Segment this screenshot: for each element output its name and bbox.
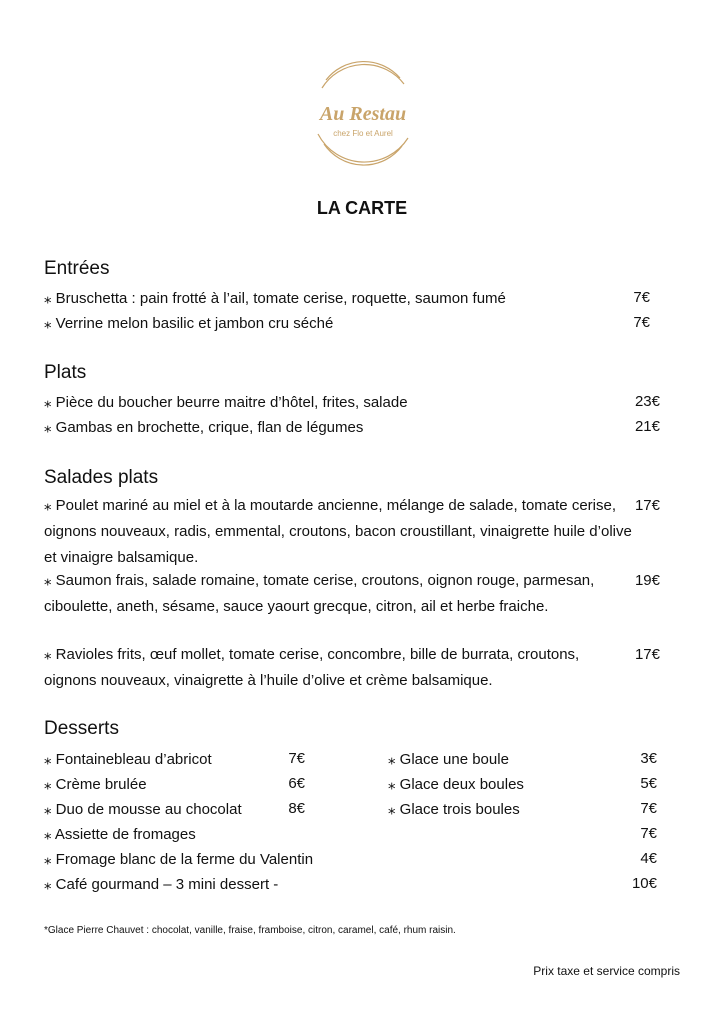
section-title-desserts: Desserts xyxy=(44,718,119,739)
section-title-entrees: Entrées xyxy=(44,258,110,279)
menu-item-price: 21€ xyxy=(634,418,660,435)
section-title-salades: Salades plats xyxy=(44,467,159,488)
menu-item: ⁎ Poulet mariné au miel et à la moutarde ancienne, mélange de salade, tomate cerise, oignons nouveaux, radis, emmental, croutons, bacon croustillant, vinaigrette huile d’olive et vinaigre balsamique. xyxy=(44,497,632,566)
dessert-item: ⁎ Duo de mousse au chocolat xyxy=(44,801,242,818)
menu-item-price: 7€ xyxy=(633,289,650,306)
dessert-price: 7€ xyxy=(640,825,657,842)
menu-item: ⁎ Bruschetta : pain frotté à l’ail, tomate cerise, roquette, saumon fumé xyxy=(44,290,506,307)
menu-item: ⁎ Pièce du boucher beurre maitre d’hôtel, frites, salade xyxy=(44,394,408,411)
menu-item-price: 19€ xyxy=(634,572,660,589)
dessert-item: ⁎ Glace deux boules xyxy=(388,776,524,793)
price-note: Prix taxe et service compris xyxy=(533,964,680,978)
dessert-price: 7€ xyxy=(288,750,305,767)
dessert-item: ⁎ Fromage blanc de la ferme du Valentin xyxy=(44,851,314,868)
dessert-item: ⁎ Assiette de fromages xyxy=(44,826,196,843)
dessert-item: ⁎ Glace trois boules xyxy=(388,801,520,818)
dessert-item: ⁎ Glace une boule xyxy=(388,751,509,768)
menu-item: ⁎ Ravioles frits, œuf mollet, tomate cerise, concombre, bille de burrata, croutons, oignons nouveaux, vinaigrette à l’huile d’olive et crème balsamique. xyxy=(44,646,580,689)
menu-item-price: 17€ xyxy=(634,646,660,663)
logo-name: Au Restau xyxy=(319,103,407,125)
menu-item: ⁎ Saumon frais, salade romaine, tomate cerise, croutons, oignon rouge, parmesan, ciboulette, aneth, sésame, sauce yaourt grecque, citron, ail et herbe fraiche. xyxy=(44,572,595,615)
menu-item-price: 23€ xyxy=(634,393,660,410)
page-title: LA CARTE xyxy=(316,198,408,218)
dessert-price: 3€ xyxy=(640,750,657,767)
section-title-plats: Plats xyxy=(44,362,87,383)
logo-circle-icon xyxy=(302,50,424,180)
menu-item: ⁎ Verrine melon basilic et jambon cru séché xyxy=(44,315,334,332)
dessert-price: 10€ xyxy=(631,875,657,892)
menu-item: ⁎ Gambas en brochette, crique, flan de légumes xyxy=(44,419,364,436)
dessert-price: 4€ xyxy=(640,850,657,867)
dessert-price: 5€ xyxy=(640,775,657,792)
logo-tagline: chez Flo et Aurel xyxy=(333,129,393,138)
restaurant-logo xyxy=(302,50,424,180)
dessert-item: ⁎ Café gourmand – 3 mini dessert - xyxy=(44,876,279,893)
dessert-price: 6€ xyxy=(288,775,305,792)
menu-item-price: 7€ xyxy=(633,314,650,331)
dessert-item: ⁎ Crème brulée xyxy=(44,776,147,793)
footnote: *Glace Pierre Chauvet : chocolat, vanille, fraise, framboise, citron, caramel, café, rhum raisin. xyxy=(44,925,456,936)
dessert-item: ⁎ Fontainebleau d’abricot xyxy=(44,751,212,768)
dessert-price: 8€ xyxy=(288,800,305,817)
menu-item-price: 17€ xyxy=(634,497,660,514)
dessert-price: 7€ xyxy=(640,800,657,817)
